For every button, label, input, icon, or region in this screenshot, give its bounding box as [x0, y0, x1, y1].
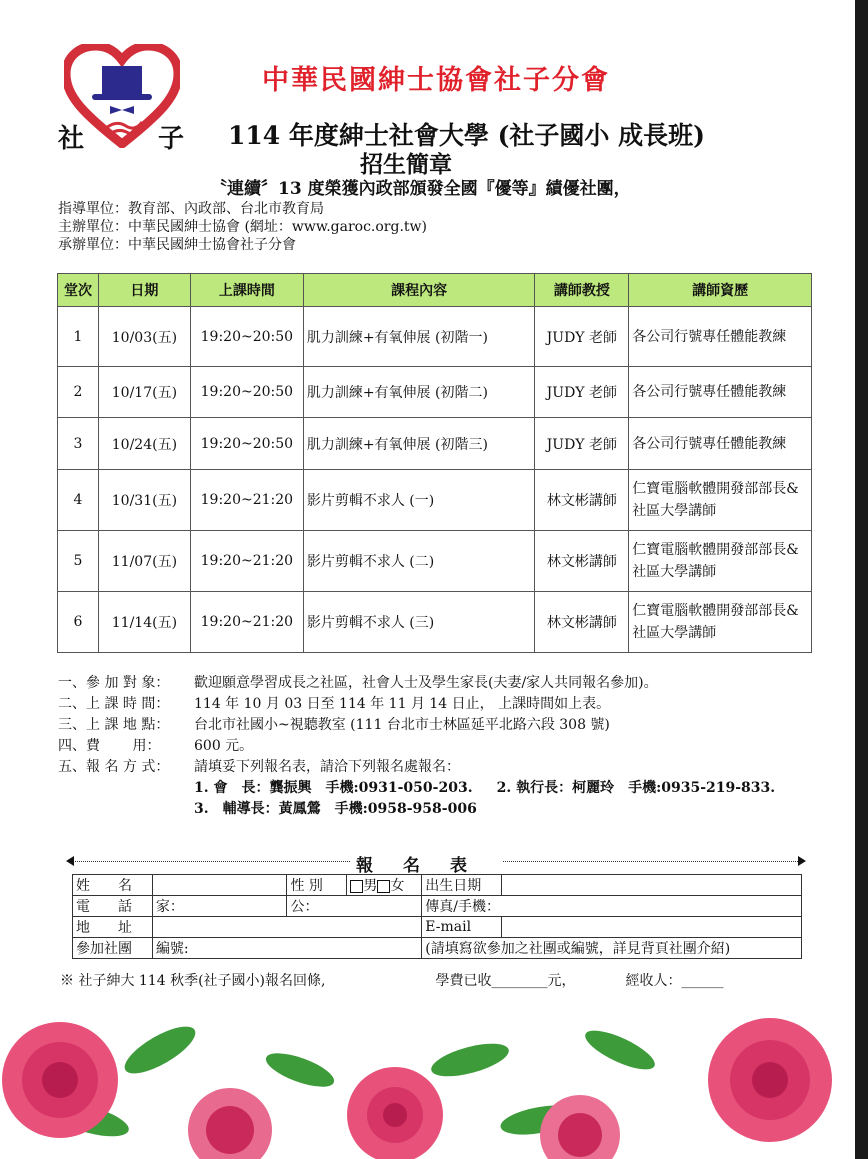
cell-bio [629, 307, 812, 367]
header-course: 課程內容 [303, 274, 535, 307]
info-text: 請填妥下列報名表，請洽下列報名處報名： [194, 759, 460, 775]
form-row-address [73, 917, 802, 938]
birth-field[interactable] [502, 875, 802, 896]
cell-time: 19:20~20:50 [190, 307, 303, 367]
cell-course: 影片剪輯不求人 (三) [303, 592, 535, 653]
receipt-line [60, 970, 723, 990]
cell-bio [629, 531, 812, 592]
logo-text-right: 子 [158, 124, 185, 154]
cell-date: 11/14(五) [98, 592, 190, 653]
fee-received: 學費已收________元， [435, 973, 576, 989]
cell-time: 19:20~20:50 [190, 367, 303, 418]
rose-border-decoration-icon [0, 1010, 855, 1159]
table-row [58, 531, 812, 592]
cell-date: 10/24(五) [98, 418, 190, 470]
form-row-club [73, 938, 802, 959]
organizer-list [58, 200, 427, 254]
page-title: 114 年度紳士社會大學 (社子國小 成長班) [228, 121, 705, 150]
contact-president: 1. 會 長：龔振興 手機:0931-050-203. [194, 780, 473, 796]
info-row [58, 715, 775, 736]
info-row [58, 694, 775, 715]
cell-session: 1 [58, 307, 99, 367]
table-row [58, 418, 812, 470]
cell-course: 影片剪輯不求人 (二) [303, 531, 535, 592]
form-heading [66, 851, 806, 876]
table-row [58, 367, 812, 418]
cell-bio [629, 592, 812, 653]
cell-session: 3 [58, 418, 99, 470]
cell-session: 5 [58, 531, 99, 592]
name-field[interactable] [152, 875, 287, 896]
cell-time: 19:20~21:20 [190, 470, 303, 531]
male-checkbox[interactable] [350, 880, 363, 893]
cell-date: 10/03(五) [98, 307, 190, 367]
bio-line: 各公司行號專任體能教練 [632, 435, 787, 452]
info-text: 台北市社國小~視聽教室 (111 台北市士林區延平北路六段 308 號) [194, 717, 610, 733]
cell-teacher: 林文彬講師 [535, 470, 629, 531]
arrow-left-icon [66, 856, 74, 866]
info-text: 114 年 10 月 03 日至 114 年 11 月 14 日止， 上課時間如上表。 [194, 696, 611, 712]
registration-form [72, 874, 802, 959]
cell-date: 10/17(五) [98, 367, 190, 418]
award-line: 〝連續〞13 度榮獲內政部頒發全國『優等』績優社團， [210, 179, 631, 199]
bio-line: 仁寶電腦軟體開發部部長& [632, 542, 799, 558]
bio-line: 社區大學講師 [632, 503, 717, 519]
cell-session: 4 [58, 470, 99, 531]
info-section [58, 673, 775, 820]
header-date: 日期 [98, 274, 190, 307]
page-subtitle: 招生簡章 [360, 151, 452, 178]
bio-line: 各公司行號專任體能教練 [632, 384, 787, 400]
bio-line: 社區大學講師 [632, 564, 717, 580]
header-session: 堂次 [58, 274, 99, 307]
schedule-header-row [58, 274, 812, 307]
contact-row [58, 778, 775, 799]
form-row-phone [73, 896, 802, 917]
email-field[interactable] [502, 917, 802, 938]
receipt-text: ※ 社子紳大 114 秋季(社子國小)報名回條, [60, 973, 326, 989]
address-field[interactable] [152, 917, 421, 938]
organizer-line: 主辦單位：中華民國紳士協會 (網址：www.garoc.org.tw) [58, 219, 427, 235]
cell-course: 肌力訓練+有氧伸展 (初階一) [303, 307, 535, 367]
header-time: 上課時間 [190, 274, 303, 307]
club-number-field[interactable]: 編號: [152, 938, 421, 959]
label-birth: 出生日期 [422, 875, 502, 896]
label-address: 地 址 [73, 917, 153, 938]
info-label: 一、參 加 對 象： [58, 675, 170, 691]
info-label: 二、上 課 時 間： [58, 696, 170, 712]
contact-executive: 2. 執行長：柯麗玲 手機:0935-219-833. [496, 780, 776, 796]
cell-session: 2 [58, 367, 99, 418]
bio-line: 仁寶電腦軟體開發部部長& [632, 603, 799, 619]
label-gender: 性 別 [287, 875, 347, 896]
info-text: 600 元。 [194, 738, 254, 754]
form-title: 報名表 [350, 851, 503, 876]
cell-teacher: JUDY 老師 [535, 418, 629, 470]
label-email: E-mail [422, 917, 502, 938]
schedule-table [57, 273, 812, 653]
cell-course: 影片剪輯不求人 (一) [303, 470, 535, 531]
cell-teacher: JUDY 老師 [535, 367, 629, 418]
cell-teacher: 林文彬講師 [535, 531, 629, 592]
cell-session: 6 [58, 592, 99, 653]
table-row [58, 470, 812, 531]
header-teacher: 講師教授 [535, 274, 629, 307]
fax-mobile-field[interactable]: 傳真/手機： [422, 896, 802, 917]
form-row-name [73, 875, 802, 896]
cell-teacher: JUDY 老師 [535, 307, 629, 367]
bio-line: 各公司行號專任體能教練 [632, 328, 787, 345]
cell-date: 10/31(五) [98, 470, 190, 531]
home-phone-field[interactable]: 家： [152, 896, 287, 917]
cell-teacher: 林文彬講師 [535, 592, 629, 653]
club-note: (請填寫欲參加之社團或編號，詳見背頁社團介紹) [422, 938, 802, 959]
info-label: 五、報 名 方 式： [58, 759, 170, 775]
receiver-signature: 經收人：______ [625, 973, 724, 989]
gender-options [347, 875, 422, 896]
logo-text-left: 社 [58, 124, 85, 154]
info-text: 歡迎願意學習成長之社區，社會人士及學生家長(夫妻/家人共同報名參加)。 [194, 675, 658, 691]
cell-time: 19:20~20:50 [190, 418, 303, 470]
office-phone-field[interactable]: 公： [287, 896, 422, 917]
cell-bio [629, 470, 812, 531]
cell-time: 19:20~21:20 [190, 531, 303, 592]
cell-date: 11/07(五) [98, 531, 190, 592]
cell-time: 19:20~21:20 [190, 592, 303, 653]
table-row [58, 307, 812, 367]
organizer-line: 承辦單位：中華民國紳士協會社子分會 [58, 237, 296, 253]
bio-line: 社區大學講師 [632, 625, 717, 641]
contact-counselor: 3. 輔導長：黃鳳鶯 手機:0958-958-006 [194, 801, 477, 817]
info-row [58, 736, 775, 757]
label-phone: 電 話 [73, 896, 153, 917]
contact-row [58, 799, 775, 820]
cell-bio [629, 367, 812, 418]
bio-line: 仁寶電腦軟體開發部部長& [632, 481, 799, 497]
organization-name: 中華民國紳士協會社子分會 [262, 65, 610, 96]
label-name: 姓 名 [73, 875, 153, 896]
female-checkbox[interactable] [377, 880, 390, 893]
info-label: 三、上 課 地 點： [58, 717, 170, 733]
female-label: 女 [390, 878, 405, 894]
info-row [58, 673, 775, 694]
info-row [58, 757, 775, 778]
label-club: 參加社團 [73, 938, 153, 959]
cell-course: 肌力訓練+有氧伸展 (初階二) [303, 367, 535, 418]
table-row [58, 592, 812, 653]
arrow-right-icon [798, 856, 806, 866]
header-bio: 講師資歷 [629, 274, 812, 307]
cell-course: 肌力訓練+有氧伸展 (初階三) [303, 418, 535, 470]
male-label: 男 [363, 878, 378, 894]
organizer-line: 指導單位：教育部、內政部、台北市教育局 [58, 201, 324, 217]
cell-bio [629, 418, 812, 470]
info-label: 四、費 用： [58, 738, 161, 754]
